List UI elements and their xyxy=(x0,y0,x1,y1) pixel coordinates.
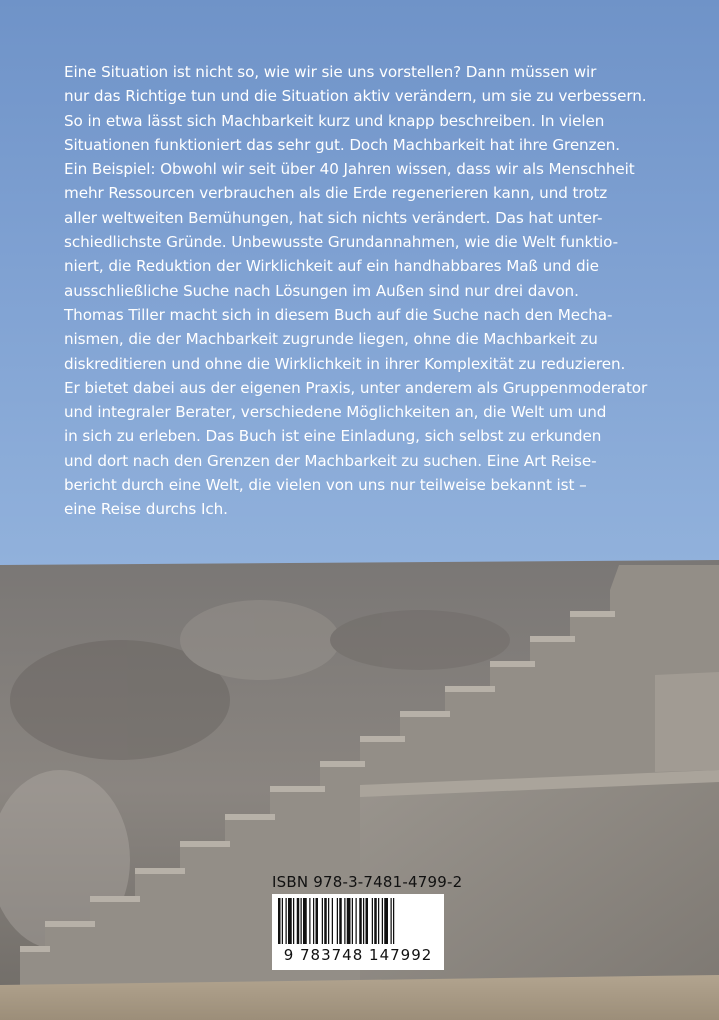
barcode-bar xyxy=(332,898,333,944)
barcode-bar xyxy=(322,898,323,944)
blurb-line: niert, die Reduktion der Wirklichkeit auf ein handhabbares Maß und die xyxy=(64,257,599,276)
barcode-bar xyxy=(309,898,310,944)
barcode-bar xyxy=(293,898,294,944)
barcode-bar xyxy=(282,898,283,944)
barcode-bar xyxy=(347,898,351,944)
isbn-label: ISBN 978-3-7481-4799-2 xyxy=(272,873,463,891)
barcode-bar xyxy=(286,898,287,944)
blurb-line: eine Reise durchs Ich. xyxy=(64,500,228,519)
barcode-bar xyxy=(303,898,307,944)
blurb-line: diskreditieren und ohne die Wirklichkeit in ihrer Komplexität zu reduzieren. xyxy=(64,354,626,373)
barcode-bar xyxy=(352,898,353,944)
blurb-line: mehr Ressourcen verbrauchen als die Erde regenerieren kann, und trotz xyxy=(64,184,608,203)
barcode-bar xyxy=(328,898,329,944)
barcode-bar xyxy=(374,898,377,944)
barcode-bar xyxy=(363,898,364,944)
barcode-bar xyxy=(372,898,373,944)
blurb-line: schiedlichste Gründe. Unbewusste Grundannahmen, wie die Welt funktio- xyxy=(64,233,619,252)
barcode-bar xyxy=(378,898,379,944)
blurb-line: und dort nach den Grenzen der Machbarkeit zu suchen. Eine Art Reise- xyxy=(64,451,597,470)
blurb-line: Situationen funktioniert das sehr gut. Doch Machbarkeit hat ihre Grenzen. xyxy=(64,135,620,154)
blurb-line: und integraler Berater, verschiedene Möglichkeiten an, die Welt um und xyxy=(64,403,607,422)
blurb-line: So in etwa lässt sich Machbarkeit kurz und knapp beschreiben. In vielen xyxy=(64,111,605,130)
blurb-line: in sich zu erleben. Das Buch ist eine Einladung, sich selbst zu erkunden xyxy=(64,427,602,446)
barcode-bar xyxy=(359,898,362,944)
barcode-bar xyxy=(278,898,281,944)
barcode-bar xyxy=(356,898,357,944)
barcode-bar xyxy=(301,898,302,944)
barcode-bar xyxy=(393,898,394,944)
barcode-bar xyxy=(384,898,388,944)
back-cover-blurb xyxy=(64,60,664,522)
barcode-bar xyxy=(324,898,327,944)
blurb-line: Er bietet dabei aus der eigenen Praxis, unter anderem als Gruppenmoderator xyxy=(64,378,648,397)
blurb-line: nismen, die der Machbarkeit zugrunde liegen, ohne die Machbarkeit zu xyxy=(64,330,598,349)
barcode xyxy=(272,894,444,944)
blurb-line: Eine Situation ist nicht so, wie wir sie uns vorstellen? Dann müssen wir xyxy=(64,63,597,81)
barcode-bar xyxy=(316,898,319,944)
blurb-line: Ein Beispiel: Obwohl wir seit über 40 Jahren wissen, dass wir als Menschheit xyxy=(64,160,635,179)
blurb-line: aller weltweiten Bemühungen, hat sich nichts verändert. Das hat unter- xyxy=(64,208,603,227)
barcode-digits: 9 783748 147992 xyxy=(272,945,444,965)
barcode-bar xyxy=(313,898,314,944)
barcode-bar xyxy=(288,898,292,944)
barcode-bar xyxy=(344,898,345,944)
concrete-pillar xyxy=(655,672,719,772)
blurb-line: nur das Richtige tun und die Situation aktiv verändern, um sie zu verbessern. xyxy=(64,87,647,106)
barcode-bar xyxy=(382,898,383,944)
barcode-bar xyxy=(337,898,338,944)
blurb-line: bericht durch eine Welt, die vielen von uns nur teilweise bekannt ist – xyxy=(64,476,587,495)
blurb-line: Thomas Tiller macht sich in diesem Buch auf die Suche nach den Mecha- xyxy=(64,305,613,324)
barcode-bar xyxy=(391,898,392,944)
barcode-bar xyxy=(366,898,369,944)
barcode-bar xyxy=(297,898,300,944)
barcode-bar xyxy=(339,898,342,944)
blurb-line: ausschließliche Suche nach Lösungen im Außen sind nur drei davon. xyxy=(64,281,579,300)
